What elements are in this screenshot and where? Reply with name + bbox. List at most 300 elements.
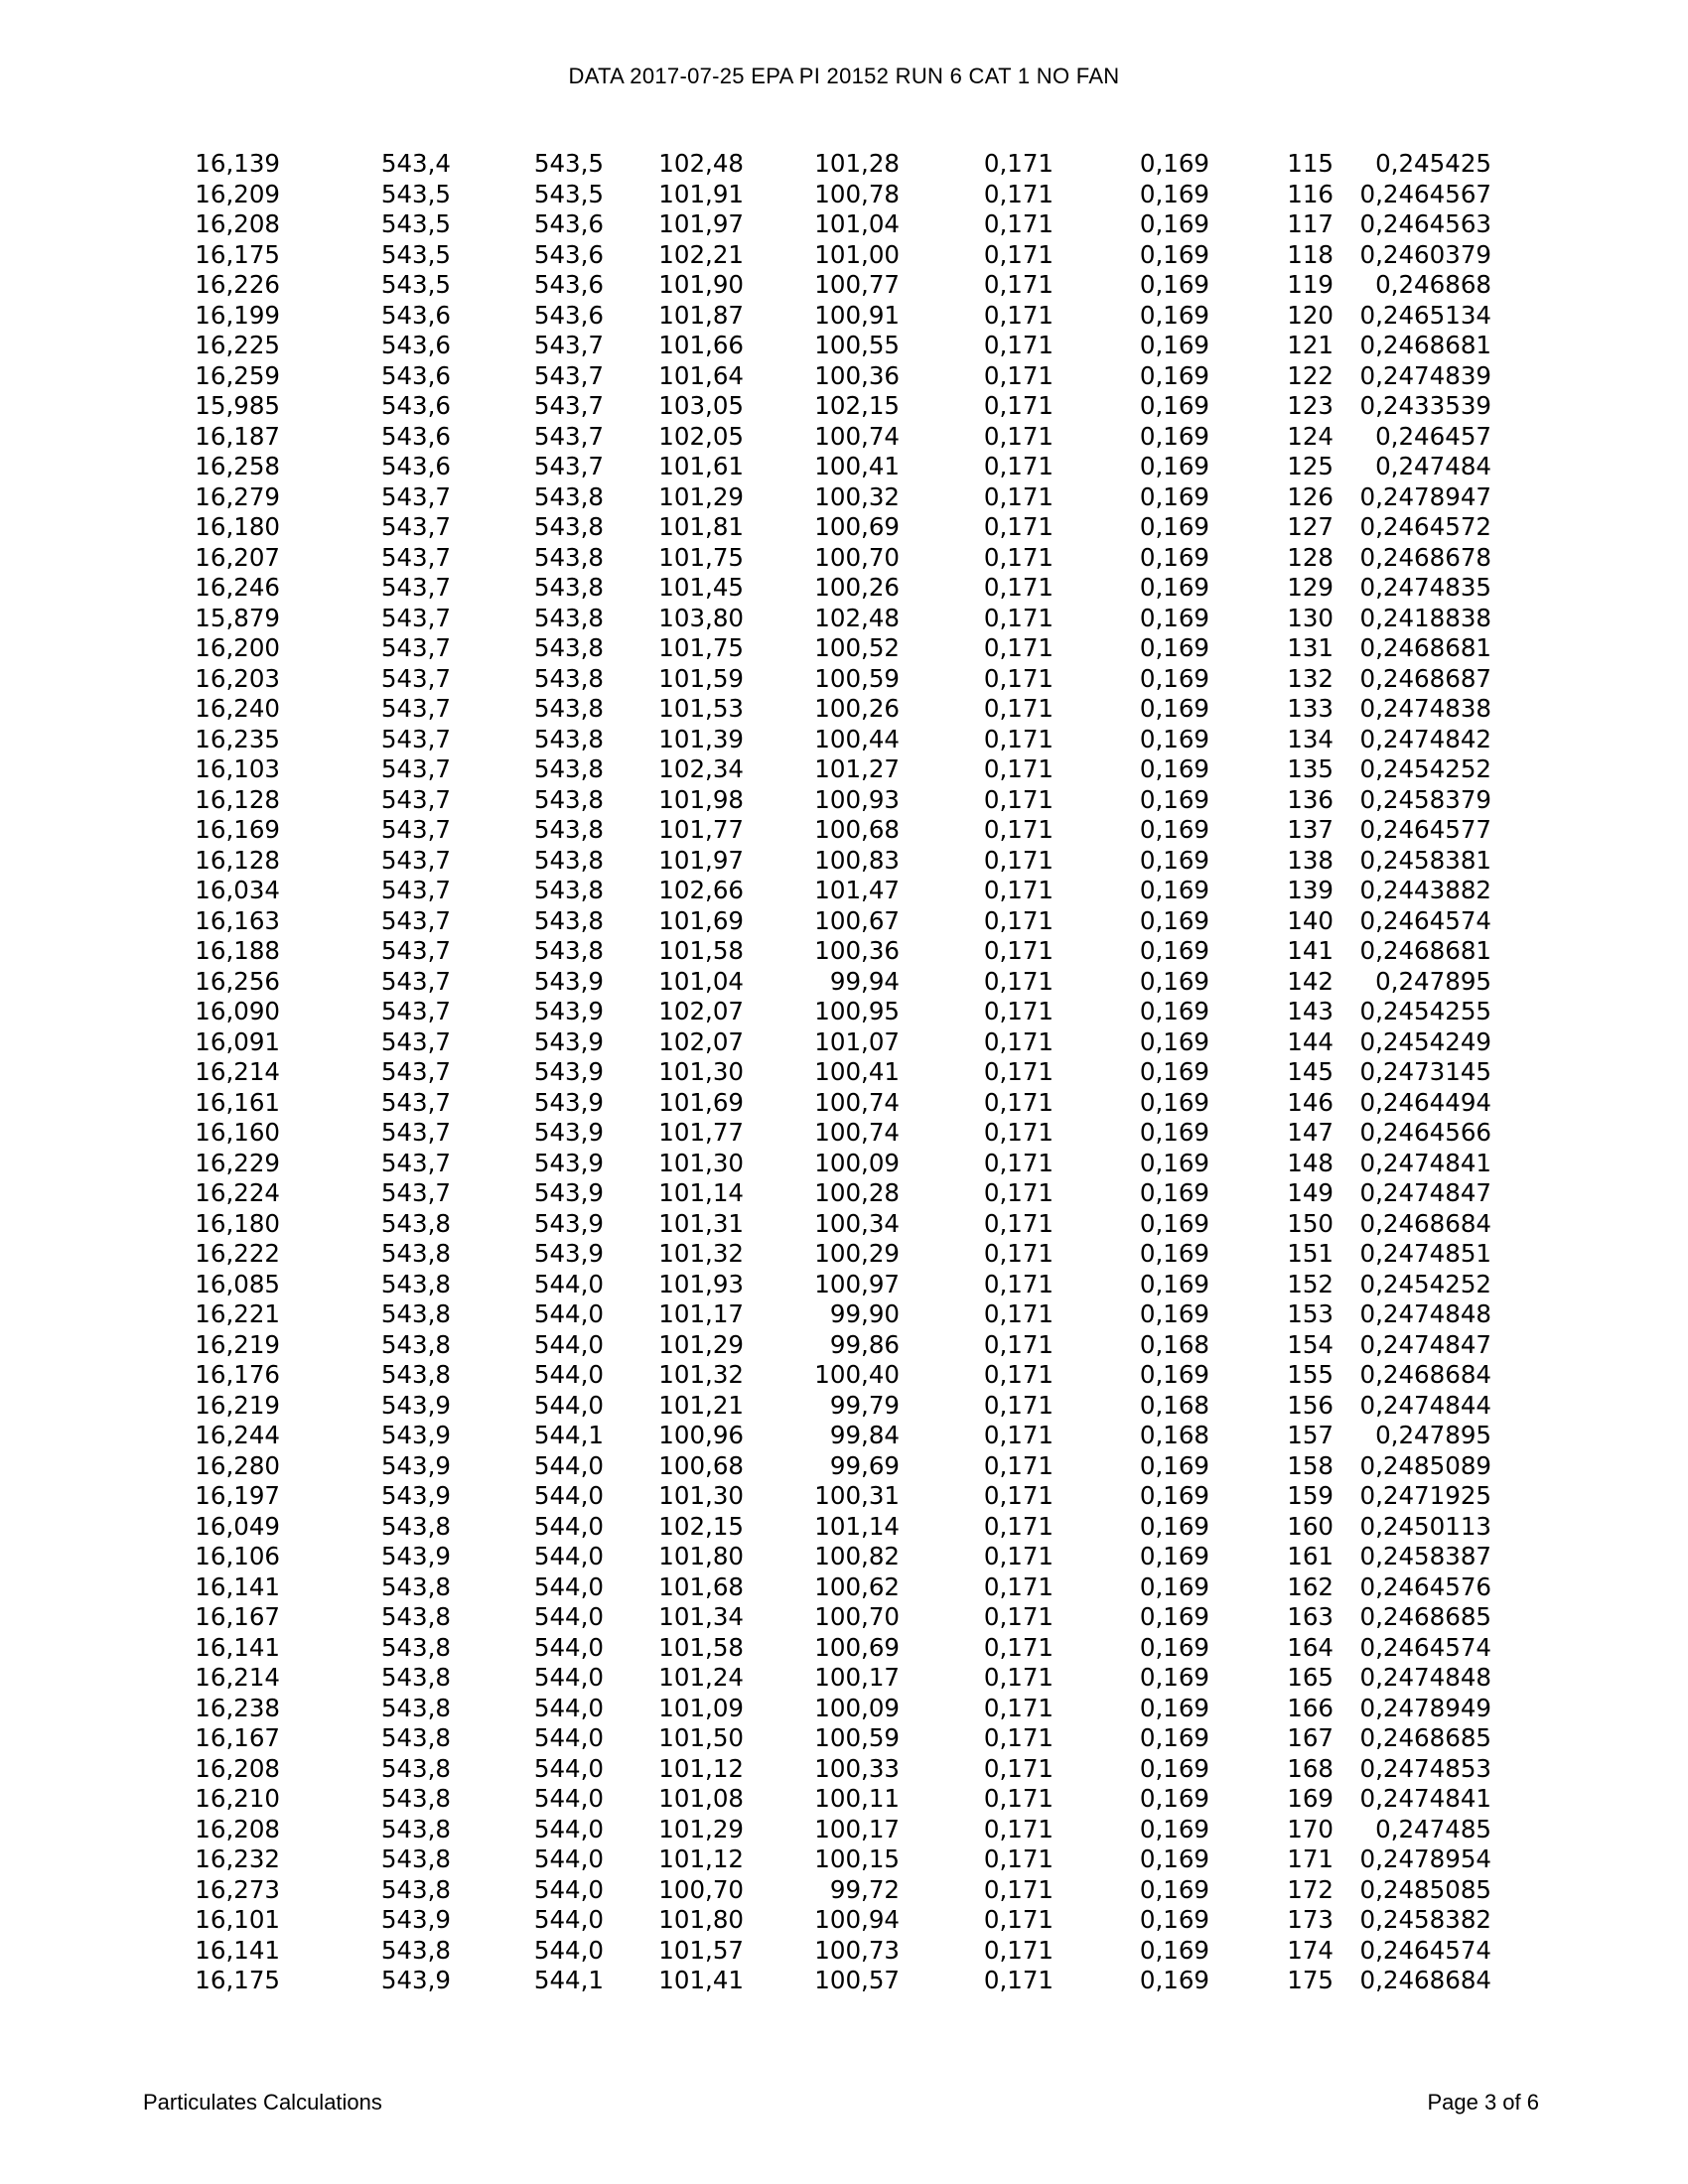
table-cell: 101,12: [658, 1844, 744, 1873]
table-cell: 166: [1287, 1693, 1334, 1722]
table-cell: 16,273: [195, 1874, 280, 1904]
table-cell: 0,171: [983, 1087, 1054, 1117]
table-cell: 130: [1287, 603, 1334, 632]
table-cell: 0,169: [1139, 1511, 1209, 1541]
table-cell: 16,103: [195, 754, 280, 783]
table-cell: 0,169: [1139, 1632, 1209, 1662]
table-cell: 543,7: [380, 905, 451, 935]
table-cell: 168: [1287, 1753, 1334, 1783]
table-cell: 0,169: [1139, 239, 1209, 269]
data-table: [189, 149, 1491, 1996]
table-cell: 0,2468678: [1359, 542, 1491, 572]
table-cell: 101,81: [658, 512, 744, 541]
table-cell: 0,171: [983, 542, 1054, 572]
table-row: [189, 1633, 1491, 1664]
table-cell: 544,0: [533, 1905, 604, 1934]
table-cell: 0,171: [983, 603, 1054, 632]
table-cell: 543,8: [380, 1511, 451, 1541]
table-cell: 102,66: [658, 876, 744, 904]
table-cell: 543,7: [533, 360, 604, 390]
table-cell: 0,169: [1139, 573, 1209, 602]
table-cell: 0,169: [1139, 724, 1209, 753]
table-cell: 0,2468681: [1359, 633, 1491, 662]
table-cell: 137: [1287, 815, 1334, 844]
table-cell: 101,29: [658, 481, 744, 511]
table-cell: 150: [1287, 1208, 1334, 1238]
table-row: [189, 512, 1491, 543]
table-cell: 544,0: [533, 1269, 604, 1298]
table-cell: 543,8: [533, 542, 604, 572]
table-cell: 100,97: [814, 1269, 900, 1298]
table-row: [189, 1936, 1491, 1967]
table-cell: 0,2474841: [1359, 1784, 1491, 1813]
table-cell: 101,28: [814, 149, 900, 178]
table-cell: 101,75: [658, 633, 744, 662]
table-cell: 543,7: [380, 1148, 451, 1177]
table-cell: 0,169: [1139, 149, 1209, 178]
table-cell: 101,80: [658, 1905, 744, 1934]
table-cell: 118: [1287, 239, 1334, 269]
table-cell: 543,7: [380, 754, 451, 783]
table-cell: 0,169: [1139, 1481, 1209, 1510]
table-row: [189, 1754, 1491, 1785]
table-cell: 543,8: [533, 754, 604, 783]
table-cell: 0,171: [983, 633, 1054, 662]
table-cell: 0,169: [1139, 1753, 1209, 1783]
table-cell: 16,279: [195, 481, 280, 511]
table-cell: 99,69: [829, 1450, 900, 1480]
table-cell: 543,7: [380, 845, 451, 875]
table-cell: 0,2485085: [1359, 1874, 1491, 1904]
table-cell: 100,31: [814, 1481, 900, 1510]
table-row: [189, 1694, 1491, 1724]
table-cell: 142: [1287, 966, 1334, 996]
table-cell: 0,169: [1139, 1723, 1209, 1752]
table-cell: 162: [1287, 1571, 1334, 1601]
table-cell: 138: [1287, 845, 1334, 875]
table-cell: 0,169: [1139, 1360, 1209, 1389]
table-cell: 544,0: [533, 1632, 604, 1662]
table-cell: 100,94: [814, 1905, 900, 1934]
table-cell: 101,80: [658, 1542, 744, 1570]
table-cell: 16,224: [195, 1178, 280, 1207]
table-cell: 0,169: [1139, 1814, 1209, 1843]
table-cell: 0,171: [983, 512, 1054, 541]
table-cell: 0,171: [983, 179, 1054, 208]
table-cell: 0,171: [983, 1814, 1054, 1843]
table-cell: 0,2458387: [1359, 1542, 1491, 1570]
table-cell: 543,8: [533, 936, 604, 965]
table-cell: 544,0: [533, 1390, 604, 1420]
table-cell: 543,6: [533, 239, 604, 269]
table-cell: 543,8: [533, 663, 604, 693]
table-cell: 16,244: [195, 1421, 280, 1449]
table-cell: 0,171: [983, 784, 1054, 814]
table-cell: 16,163: [195, 905, 280, 935]
table-cell: 543,9: [533, 1118, 604, 1147]
table-cell: 0,169: [1139, 1874, 1209, 1904]
table-cell: 544,0: [533, 1784, 604, 1813]
table-cell: 101,30: [658, 1148, 744, 1177]
table-row: [189, 1421, 1491, 1451]
table-cell: 0,2418838: [1359, 603, 1491, 632]
table-cell: 101,59: [658, 663, 744, 693]
table-cell: 0,169: [1139, 1450, 1209, 1480]
table-cell: 543,8: [533, 876, 604, 904]
table-cell: 0,171: [983, 1966, 1054, 1994]
table-cell: 0,2458382: [1359, 1905, 1491, 1934]
table-cell: 101,32: [658, 1239, 744, 1268]
table-cell: 100,82: [814, 1542, 900, 1570]
table-cell: 0,171: [983, 1390, 1054, 1420]
table-cell: 543,7: [380, 633, 451, 662]
table-cell: 543,7: [380, 603, 451, 632]
table-cell: 543,7: [380, 694, 451, 723]
table-cell: 0,169: [1139, 997, 1209, 1025]
table-cell: 16,091: [195, 1026, 280, 1056]
table-cell: 0,171: [983, 1571, 1054, 1601]
table-cell: 148: [1287, 1148, 1334, 1177]
table-cell: 101,41: [658, 1966, 744, 1994]
table-cell: 543,8: [380, 1329, 451, 1359]
table-cell: 543,7: [533, 421, 604, 451]
table-cell: 0,171: [983, 1148, 1054, 1177]
table-cell: 543,6: [380, 331, 451, 359]
table-cell: 0,169: [1139, 1935, 1209, 1965]
table-cell: 0,169: [1139, 845, 1209, 875]
table-row: [189, 331, 1491, 361]
table-row: [189, 1723, 1491, 1754]
table-cell: 16,187: [195, 421, 280, 451]
table-cell: 101,32: [658, 1360, 744, 1389]
table-cell: 0,2473145: [1359, 1057, 1491, 1086]
table-cell: 543,7: [380, 1026, 451, 1056]
table-cell: 158: [1287, 1450, 1334, 1480]
table-cell: 0,171: [983, 1026, 1054, 1056]
table-cell: 100,17: [814, 1663, 900, 1692]
table-cell: 0,2454252: [1359, 754, 1491, 783]
table-cell: 543,5: [380, 270, 451, 299]
table-cell: 100,77: [814, 270, 900, 299]
table-cell: 0,169: [1139, 1026, 1209, 1056]
table-cell: 155: [1287, 1360, 1334, 1389]
table-cell: 15,985: [195, 391, 280, 420]
table-cell: 0,169: [1139, 300, 1209, 330]
table-cell: 124: [1287, 421, 1334, 451]
table-cell: 101,66: [658, 331, 744, 359]
table-cell: 102,48: [814, 603, 900, 632]
table-cell: 16,167: [195, 1723, 280, 1752]
table-cell: 147: [1287, 1118, 1334, 1147]
table-cell: 169: [1287, 1784, 1334, 1813]
table-cell: 123: [1287, 391, 1334, 420]
table-cell: 0,171: [983, 1663, 1054, 1692]
table-cell: 101,69: [658, 1087, 744, 1117]
table-cell: 100,62: [814, 1571, 900, 1601]
table-cell: 544,1: [533, 1421, 604, 1449]
table-cell: 100,36: [814, 360, 900, 390]
table-cell: 101,14: [658, 1178, 744, 1207]
table-cell: 0,2474848: [1359, 1663, 1491, 1692]
table-cell: 99,84: [829, 1421, 900, 1449]
table-cell: 126: [1287, 481, 1334, 511]
table-cell: 0,2464577: [1359, 815, 1491, 844]
table-cell: 0,2460379: [1359, 239, 1491, 269]
table-cell: 16,210: [195, 1784, 280, 1813]
table-cell: 117: [1287, 209, 1334, 238]
table-cell: 99,94: [829, 966, 900, 996]
table-cell: 16,238: [195, 1693, 280, 1722]
table-cell: 0,171: [983, 1784, 1054, 1813]
table-cell: 16,180: [195, 512, 280, 541]
table-cell: 127: [1287, 512, 1334, 541]
table-cell: 140: [1287, 905, 1334, 935]
table-cell: 101,64: [658, 360, 744, 390]
table-cell: 100,17: [814, 1814, 900, 1843]
table-row: [189, 1905, 1491, 1936]
table-cell: 0,169: [1139, 542, 1209, 572]
table-cell: 0,2474838: [1359, 694, 1491, 723]
table-cell: 100,67: [814, 905, 900, 935]
table-cell: 0,2464494: [1359, 1087, 1491, 1117]
table-cell: 544,0: [533, 1844, 604, 1873]
table-cell: 101,31: [658, 1208, 744, 1238]
table-row: [189, 1178, 1491, 1209]
table-row: [189, 573, 1491, 604]
table-cell: 0,2474839: [1359, 360, 1491, 390]
table-cell: 0,168: [1139, 1329, 1209, 1359]
table-cell: 543,8: [380, 1723, 451, 1752]
table-cell: 543,6: [380, 452, 451, 480]
table-cell: 100,44: [814, 724, 900, 753]
table-cell: 544,0: [533, 1450, 604, 1480]
table-cell: 101,97: [658, 845, 744, 875]
table-row: [189, 422, 1491, 453]
table-cell: 173: [1287, 1905, 1334, 1934]
table-cell: 103,05: [658, 391, 744, 420]
table-cell: 0,2478947: [1359, 481, 1491, 511]
table-cell: 101,39: [658, 724, 744, 753]
table-cell: 0,171: [983, 452, 1054, 480]
table-cell: 101,07: [814, 1026, 900, 1056]
table-cell: 15,879: [195, 603, 280, 632]
table-cell: 146: [1287, 1087, 1334, 1117]
table-cell: 544,0: [533, 1874, 604, 1904]
table-cell: 543,8: [380, 1663, 451, 1692]
table-cell: 128: [1287, 542, 1334, 572]
table-cell: 16,141: [195, 1571, 280, 1601]
table-row: [189, 1330, 1491, 1361]
table-cell: 0,2474848: [1359, 1299, 1491, 1328]
table-cell: 100,41: [814, 452, 900, 480]
table-row: [189, 1027, 1491, 1058]
table-cell: 0,171: [983, 1360, 1054, 1389]
table-row: [189, 876, 1491, 906]
table-cell: 16,214: [195, 1663, 280, 1692]
table-row: [189, 1815, 1491, 1845]
table-cell: 16,214: [195, 1057, 280, 1086]
table-cell: 0,171: [983, 663, 1054, 693]
table-row: [189, 1209, 1491, 1240]
table-cell: 0,169: [1139, 1905, 1209, 1934]
table-cell: 543,8: [533, 724, 604, 753]
table-cell: 0,171: [983, 1753, 1054, 1783]
table-cell: 0,168: [1139, 1390, 1209, 1420]
table-cell: 543,4: [380, 149, 451, 178]
table-cell: 16,240: [195, 694, 280, 723]
table-cell: 543,7: [380, 512, 451, 541]
table-cell: 543,8: [380, 1239, 451, 1268]
table-cell: 101,53: [658, 694, 744, 723]
table-cell: 543,5: [380, 179, 451, 208]
table-cell: 16,221: [195, 1299, 280, 1328]
table-cell: 101,45: [658, 573, 744, 602]
table-cell: 154: [1287, 1329, 1334, 1359]
table-cell: 0,169: [1139, 663, 1209, 693]
table-cell: 0,169: [1139, 1663, 1209, 1692]
table-cell: 544,1: [533, 1966, 604, 1994]
table-cell: 543,8: [380, 1571, 451, 1601]
table-cell: 16,175: [195, 239, 280, 269]
table-cell: 0,2464572: [1359, 512, 1491, 541]
table-cell: 543,7: [380, 784, 451, 814]
table-cell: 543,8: [533, 845, 604, 875]
table-cell: 151: [1287, 1239, 1334, 1268]
table-cell: 101,75: [658, 542, 744, 572]
table-cell: 132: [1287, 663, 1334, 693]
table-cell: 16,235: [195, 724, 280, 753]
table-cell: 0,2485089: [1359, 1450, 1491, 1480]
table-cell: 135: [1287, 754, 1334, 783]
table-cell: 543,9: [533, 1057, 604, 1086]
table-cell: 101,21: [658, 1390, 744, 1420]
table-cell: 0,171: [983, 694, 1054, 723]
table-cell: 543,8: [533, 815, 604, 844]
table-cell: 100,32: [814, 481, 900, 511]
table-cell: 0,2454249: [1359, 1026, 1491, 1056]
table-cell: 16,246: [195, 573, 280, 602]
table-cell: 0,169: [1139, 512, 1209, 541]
table-cell: 544,0: [533, 1602, 604, 1631]
table-cell: 144: [1287, 1026, 1334, 1056]
table-cell: 0,169: [1139, 1239, 1209, 1268]
table-cell: 0,171: [983, 1905, 1054, 1934]
table-row: [189, 604, 1491, 634]
table-cell: 101,29: [658, 1814, 744, 1843]
table-cell: 0,2465134: [1359, 300, 1491, 330]
table-cell: 101,14: [814, 1511, 900, 1541]
table-cell: 101,34: [658, 1602, 744, 1631]
table-cell: 16,161: [195, 1087, 280, 1117]
table-row: [189, 936, 1491, 967]
table-cell: 543,7: [380, 724, 451, 753]
table-row: [189, 301, 1491, 332]
table-cell: 121: [1287, 331, 1334, 359]
table-cell: 0,171: [983, 391, 1054, 420]
table-cell: 543,7: [380, 542, 451, 572]
table-cell: 543,9: [380, 1481, 451, 1510]
table-cell: 543,5: [533, 149, 604, 178]
table-cell: 0,171: [983, 724, 1054, 753]
table-cell: 0,169: [1139, 905, 1209, 935]
table-cell: 543,7: [533, 331, 604, 359]
table-cell: 0,2474844: [1359, 1390, 1491, 1420]
table-cell: 0,171: [983, 1239, 1054, 1268]
table-cell: 100,52: [814, 633, 900, 662]
table-cell: 0,2468687: [1359, 663, 1491, 693]
table-cell: 543,7: [380, 1178, 451, 1207]
table-cell: 172: [1287, 1874, 1334, 1904]
table-cell: 0,247895: [1375, 966, 1491, 996]
table-cell: 0,2454252: [1359, 1269, 1491, 1298]
table-cell: 101,50: [658, 1723, 744, 1752]
table-cell: 100,95: [814, 997, 900, 1025]
table-cell: 0,2474842: [1359, 724, 1491, 753]
table-cell: 543,8: [533, 481, 604, 511]
table-cell: 156: [1287, 1390, 1334, 1420]
table-cell: 0,169: [1139, 421, 1209, 451]
table-cell: 16,160: [195, 1118, 280, 1147]
table-cell: 543,7: [380, 1057, 451, 1086]
table-cell: 152: [1287, 1269, 1334, 1298]
table-cell: 99,86: [829, 1329, 900, 1359]
table-cell: 543,9: [533, 1208, 604, 1238]
table-cell: 543,8: [380, 1874, 451, 1904]
table-row: [189, 1451, 1491, 1482]
table-cell: 100,69: [814, 512, 900, 541]
table-cell: 167: [1287, 1723, 1334, 1752]
table-cell: 543,9: [533, 1026, 604, 1056]
table-cell: 16,101: [195, 1905, 280, 1934]
table-cell: 0,2464563: [1359, 209, 1491, 238]
table-cell: 0,2474841: [1359, 1148, 1491, 1177]
table-cell: 0,169: [1139, 1542, 1209, 1570]
table-cell: 100,83: [814, 845, 900, 875]
table-cell: 0,169: [1139, 1602, 1209, 1631]
table-cell: 16,128: [195, 845, 280, 875]
table-cell: 0,169: [1139, 1571, 1209, 1601]
table-cell: 102,05: [658, 421, 744, 451]
table-cell: 0,2474847: [1359, 1178, 1491, 1207]
table-cell: 0,169: [1139, 603, 1209, 632]
table-row: [189, 361, 1491, 392]
table-cell: 543,8: [380, 1299, 451, 1328]
table-cell: 102,21: [658, 239, 744, 269]
table-cell: 0,246457: [1375, 421, 1491, 451]
table-cell: 101,30: [658, 1057, 744, 1086]
table-cell: 544,0: [533, 1299, 604, 1328]
table-cell: 543,7: [380, 815, 451, 844]
table-cell: 101,58: [658, 1632, 744, 1662]
table-cell: 101,17: [658, 1299, 744, 1328]
table-cell: 544,0: [533, 1511, 604, 1541]
table-cell: 99,79: [829, 1390, 900, 1420]
table-row: [189, 1118, 1491, 1149]
table-cell: 101,97: [658, 209, 744, 238]
table-cell: 101,87: [658, 300, 744, 330]
table-cell: 16,280: [195, 1450, 280, 1480]
table-cell: 544,0: [533, 1329, 604, 1359]
table-row: [189, 1360, 1491, 1391]
table-cell: 0,247895: [1375, 1421, 1491, 1449]
table-row: [189, 1239, 1491, 1270]
table-cell: 543,8: [380, 1935, 451, 1965]
table-cell: 0,171: [983, 1935, 1054, 1965]
table-cell: 100,74: [814, 1087, 900, 1117]
table-cell: 100,70: [814, 1602, 900, 1631]
table-cell: 0,169: [1139, 1087, 1209, 1117]
table-row: [189, 1149, 1491, 1179]
